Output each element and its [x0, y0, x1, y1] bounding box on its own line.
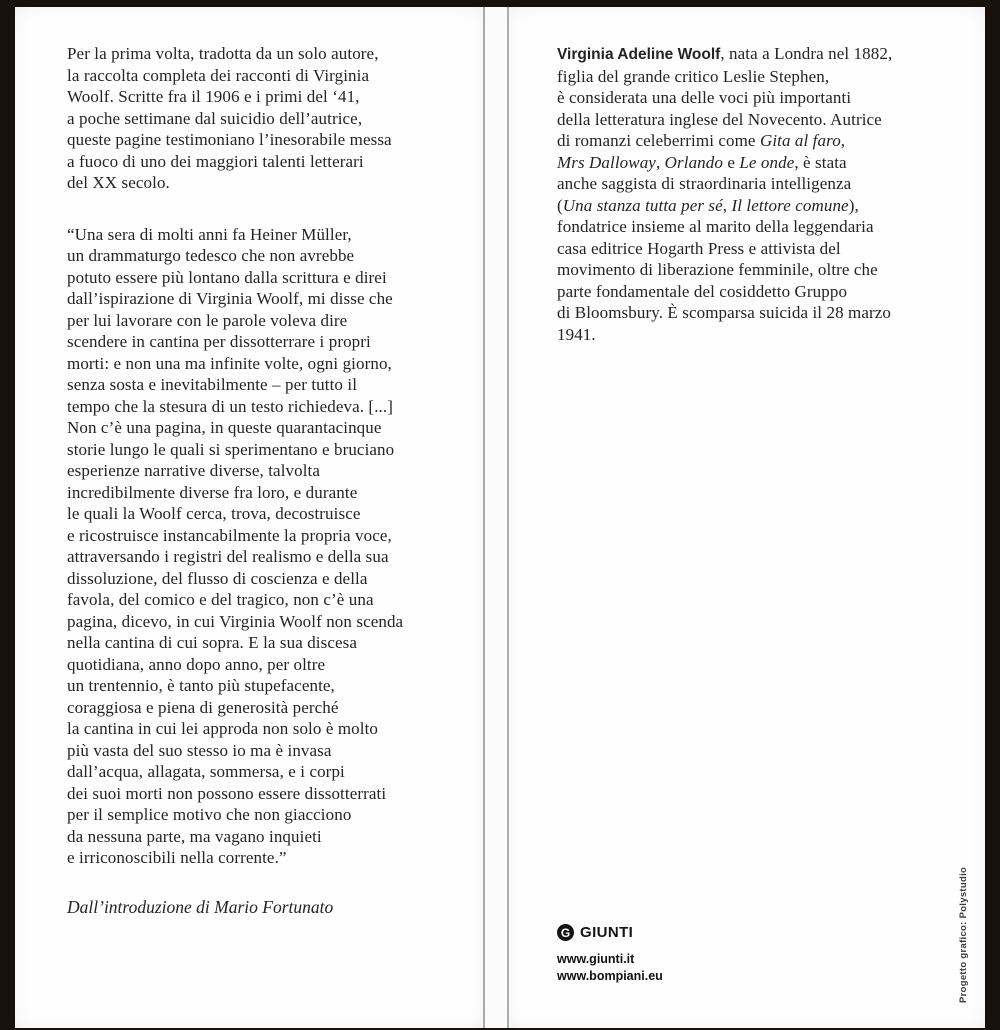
text-line: senza sosta e inevitabilmente – per tutto il — [67, 375, 358, 394]
text-line: a fuoco di uno dei maggiori talenti letterari — [67, 151, 364, 171]
left-flap — [15, 7, 483, 1028]
text-line: (Una stanza tutta per sé, Il lettore comune), — [557, 195, 859, 215]
text-line: del XX secolo. — [67, 173, 170, 192]
publisher-block — [557, 924, 663, 985]
text-line: figlia del grande critico Leslie Stephen, — [557, 66, 830, 86]
text-line: incredibilmente diverse fra loro, e durante — [67, 482, 358, 502]
introduction-quote-paragraph — [67, 224, 473, 869]
text-line: tempo che la stesura di un testo richiedeva. [...] — [67, 396, 393, 416]
text-line: per il semplice motivo che non giacciono — [67, 805, 352, 824]
text-line: un trentennio, è tanto più stupefacente, — [67, 676, 335, 695]
italic-title-run: Una stanza tutta per sé — [562, 195, 723, 215]
text-line: a poche settimane dal suicidio dell’autrice, — [67, 108, 363, 128]
bold-text-run: Virginia Adeline Woolf — [557, 46, 721, 63]
text-line: Mrs Dalloway, Orlando e Le onde, è stata — [557, 152, 847, 172]
text-line: parte fondamentale del cosiddetto Gruppo — [557, 281, 848, 301]
text-line: Virginia Adeline Woolf, nata a Londra nel 1882, — [557, 44, 893, 63]
text-line: quotidiana, anno dopo anno, per oltre — [67, 654, 326, 674]
italic-title-run: Gita al faro — [759, 131, 841, 150]
text-line: “Una sera di molti anni fa Heiner Müller, — [67, 224, 352, 244]
text-line: la cantina in cui lei approda non solo è molto — [67, 719, 378, 738]
design-credit-vertical: Progetto grafico: Polystudio — [958, 866, 969, 1003]
quote-attribution: Dall’introduzione di Mario Fortunato — [67, 896, 334, 917]
text-line: Woolf. Scritte fra il 1906 e i primi del ‘41, — [67, 87, 360, 106]
text-line: è considerata una delle voci più importanti — [557, 88, 852, 107]
publisher-url-bompiani: www.bompiani.eu — [557, 969, 663, 983]
italic-title-run: Le onde — [739, 152, 795, 172]
text-line: movimento di liberazione femminile, oltre che — [557, 260, 878, 279]
text-line: le quali la Woolf cerca, trova, decostruisce — [67, 504, 361, 523]
flap-fold-gap — [483, 7, 509, 1028]
text-line: coraggiosa e piena di generosità perché — [67, 697, 339, 717]
text-line: dei suoi morti non possono essere dissotterrati — [67, 783, 387, 803]
text-line: per lui lavorare con le parole voleva dire — [67, 310, 348, 330]
text-line: di Bloomsbury. È scomparsa suicida il 28 marzo — [557, 303, 891, 322]
blurb-paragraph — [67, 43, 473, 194]
text-line: di romanzi celeberrimi come Gita al faro, — [557, 131, 846, 150]
text-line: anche saggista di straordinaria intelligenza — [557, 174, 852, 193]
text-line: dall’acqua, allagata, sommersa, e i corpi — [67, 762, 345, 781]
publisher-url-giunti: www.giunti.it — [557, 952, 635, 966]
italic-title-run: Orlando — [664, 152, 723, 172]
italic-title-run: Il lettore comune — [731, 195, 849, 215]
text-line: storie lungo le quali si sperimentano e bruciano — [67, 439, 395, 459]
text-line: attraversando i registri del realismo e della sua — [67, 547, 389, 566]
text-line: più vasta del suo stesso io ma è invasa — [67, 740, 332, 760]
text-line: esperienze narrative diverse, talvolta — [67, 461, 321, 480]
text-line: scendere in cantina per dissotterrare i propri — [67, 332, 371, 351]
italic-title-run: Mrs Dalloway — [557, 152, 656, 172]
text-line: 1941. — [557, 324, 596, 344]
text-line: fondatrice insieme al marito della leggendaria — [557, 217, 874, 236]
text-line: casa editrice Hogarth Press e attivista del — [557, 238, 841, 258]
text-line: un drammaturgo tedesco che non avrebbe — [67, 246, 355, 265]
text-line: dall’ispirazione di Virginia Woolf, mi disse che — [67, 289, 393, 308]
author-bio-paragraph — [557, 43, 975, 345]
text-line: morti: e non una ma infinite volte, ogni giorno, — [67, 353, 392, 373]
text-line: nella cantina di cui sopra. E la sua discesa — [67, 633, 357, 652]
text-line: queste pagine testimoniano l’inesorabile messa — [67, 130, 392, 149]
text-line: Per la prima volta, tradotta da un solo autore, — [67, 44, 379, 63]
text-line: pagina, dicevo, in cui Virginia Woolf non scenda — [67, 611, 404, 631]
text-line: potuto essere più lontano dalla scrittura e direi — [67, 267, 387, 287]
text-line: della letteratura inglese del Novecento. Autrice — [557, 109, 882, 129]
publisher-name: GIUNTI — [580, 924, 634, 941]
publisher-logo — [557, 924, 663, 941]
text-line: da nessuna parte, ma vagano inquieti — [67, 826, 322, 846]
publisher-urls — [557, 951, 663, 985]
text-line: favola, del comico e del tragico, non c’è una — [67, 590, 374, 609]
right-flap — [509, 7, 985, 1028]
text-line: e ricostruisce instancabilmente la propria voce, — [67, 525, 392, 545]
text-line: Non c’è una pagina, in queste quarantacinque — [67, 418, 382, 437]
text-line: la raccolta completa dei racconti di Virginia — [67, 65, 370, 85]
text-line: e irriconoscibili nella corrente.” — [67, 848, 287, 867]
text-line: dissoluzione, del flusso di coscienza e della — [67, 568, 368, 588]
giunti-g-logo-icon: G — [557, 924, 574, 941]
